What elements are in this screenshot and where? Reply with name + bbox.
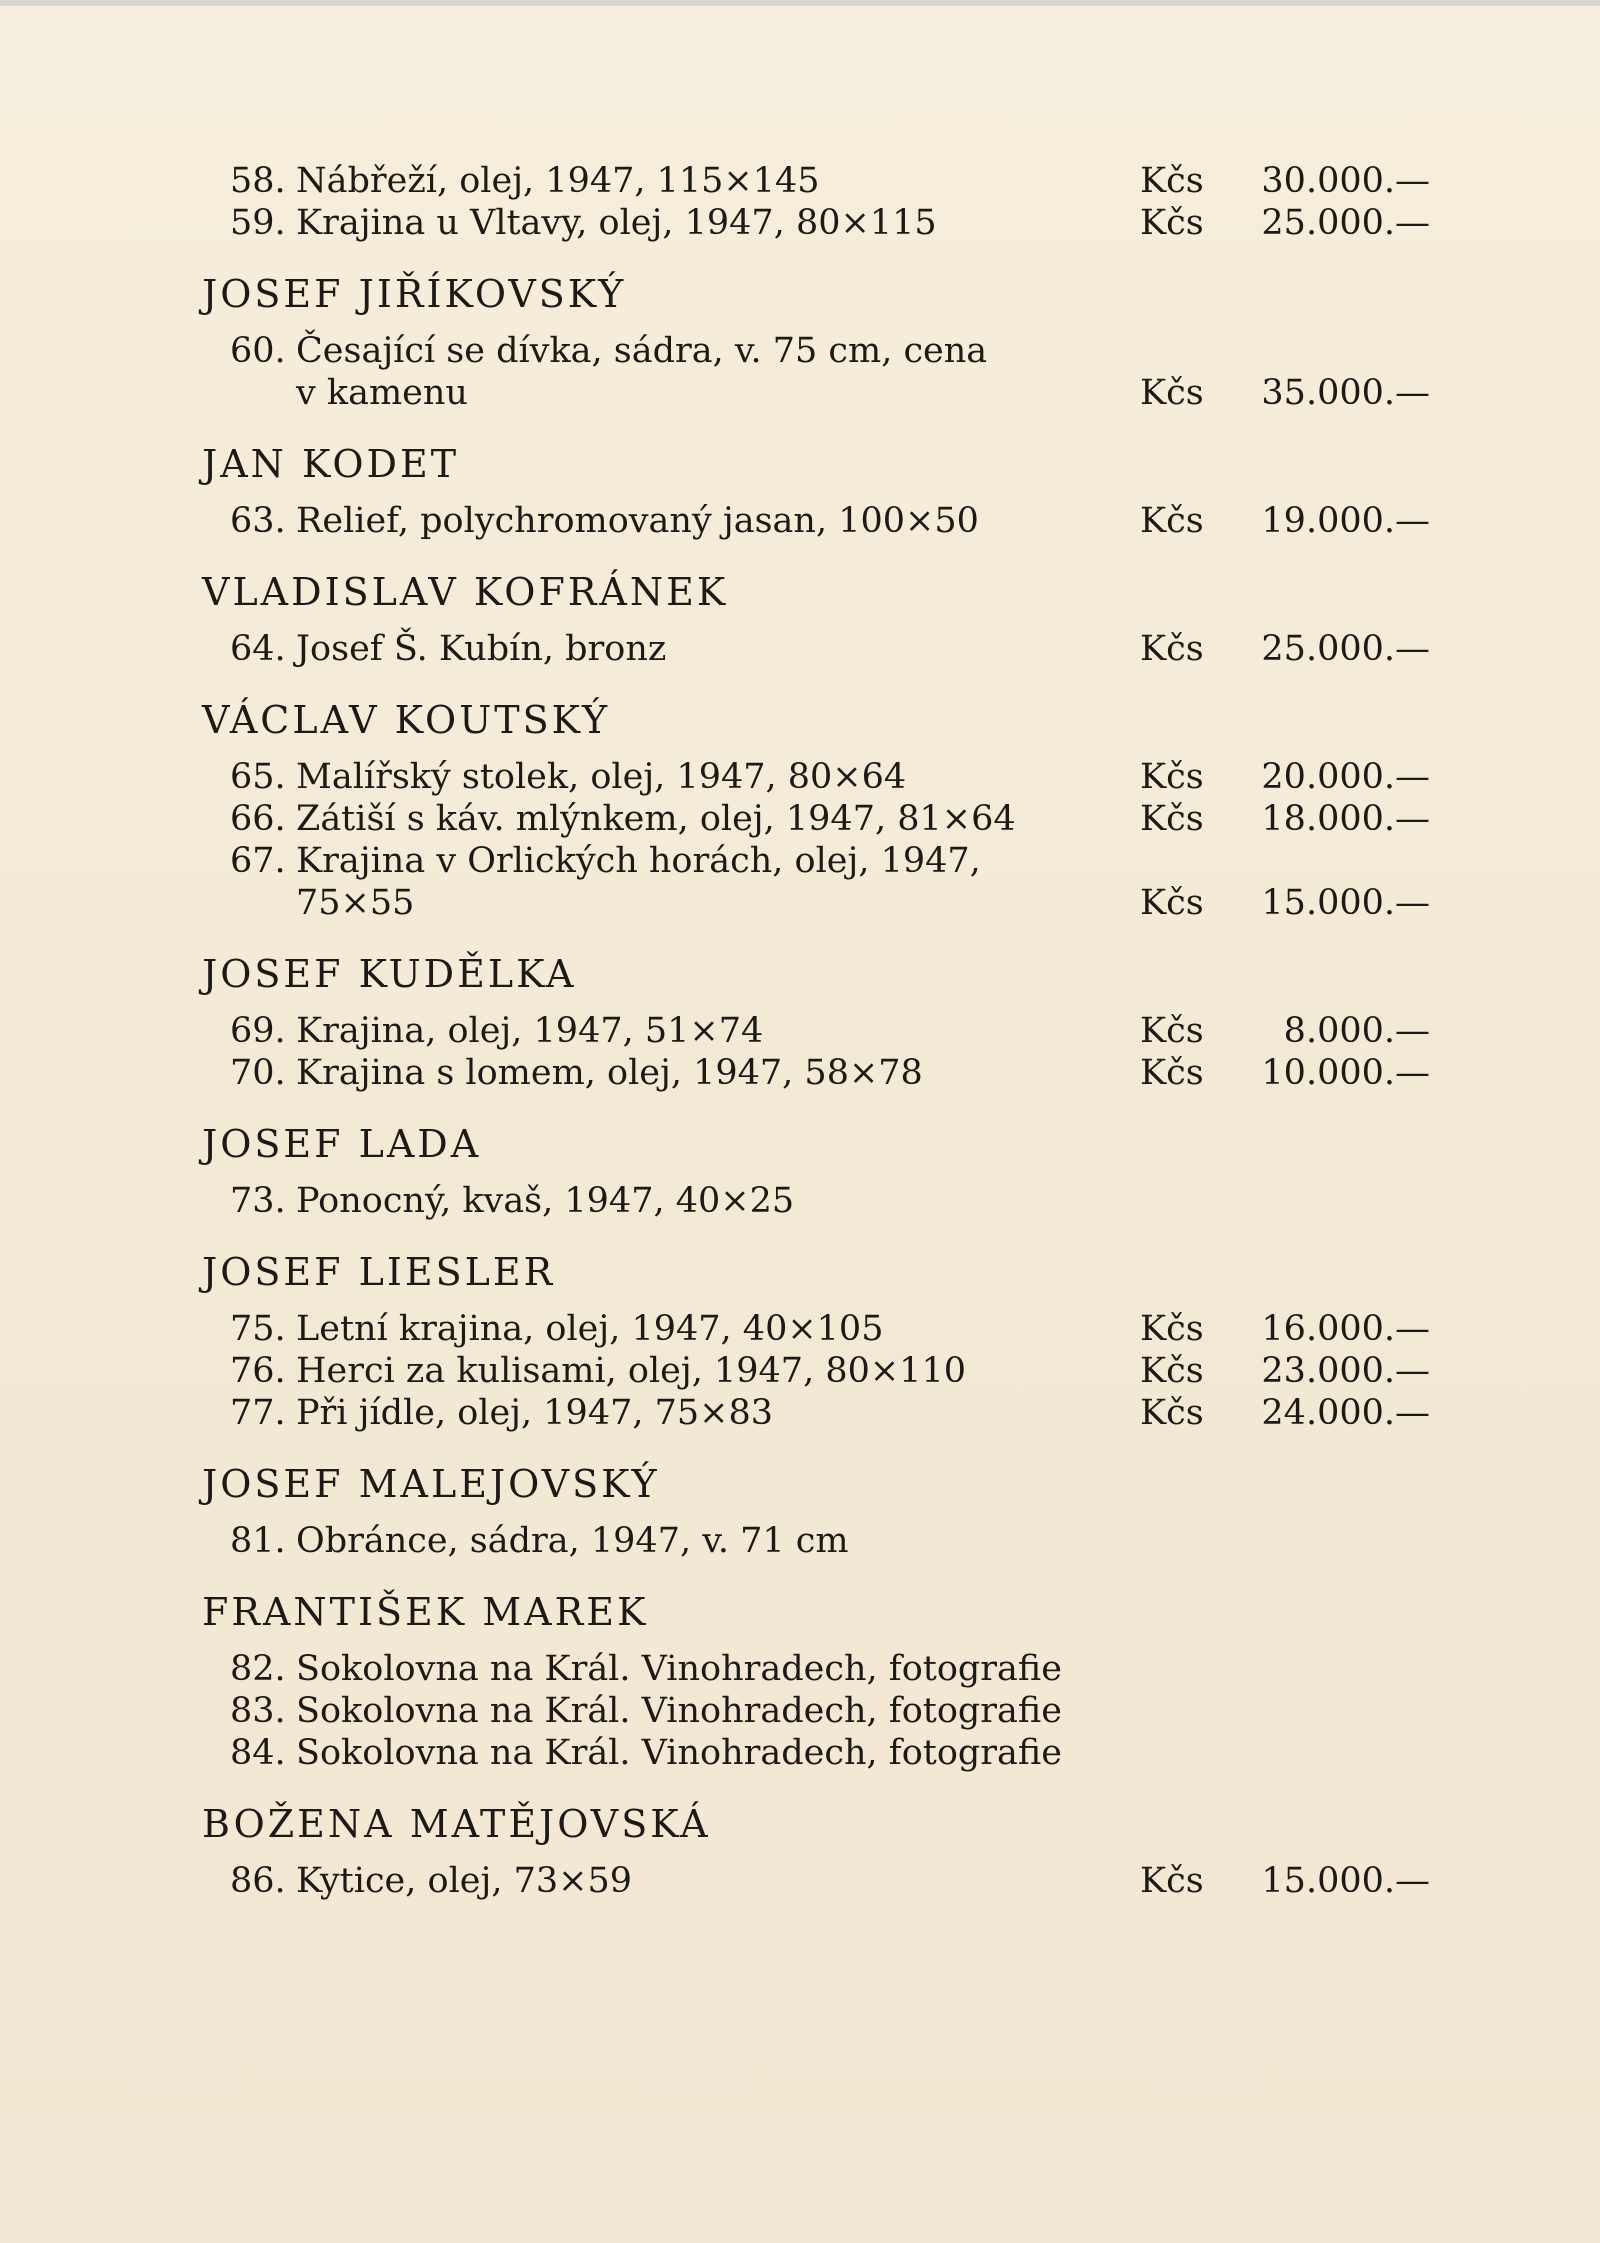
- entry-price: [1140, 160, 1430, 202]
- entry-number: 77.: [230, 1393, 286, 1433]
- artist-name: VÁCLAV KOUTSKÝ: [202, 698, 611, 742]
- price-amount: 23.000.—: [1261, 1351, 1430, 1391]
- price-currency: Kčs: [1140, 1351, 1204, 1391]
- price-amount: 16.000.—: [1261, 1309, 1430, 1349]
- entry-number: 76.: [230, 1351, 286, 1391]
- entry-description: Malířský stolek, olej, 1947, 80×64: [296, 757, 907, 797]
- price-currency: Kčs: [1140, 203, 1204, 243]
- catalog-entry: [190, 1180, 1450, 1222]
- artist-section: [190, 160, 1450, 244]
- entry-description-continued: v kamenu: [296, 373, 468, 413]
- price-amount: 19.000.—: [1261, 501, 1430, 541]
- artist-name: VLADISLAV KOFRÁNEK: [202, 570, 729, 614]
- entry-description: Relief, polychromovaný jasan, 100×50: [296, 501, 979, 541]
- entry-number: 69.: [230, 1011, 286, 1051]
- entry-price: [1140, 882, 1430, 924]
- catalog-entry: [190, 1392, 1450, 1434]
- entry-description: Josef Š. Kubín, bronz: [296, 629, 667, 669]
- catalog-entry: [190, 202, 1450, 244]
- artist-section: [190, 440, 1450, 542]
- entry-description: Nábřeží, olej, 1947, 115×145: [296, 161, 820, 201]
- price-currency: Kčs: [1140, 1011, 1204, 1051]
- artist-section: [190, 950, 1450, 1094]
- entry-description: Zátiší s káv. mlýnkem, olej, 1947, 81×64: [296, 799, 1016, 839]
- entry-description: Sokolovna na Král. Vinohradech, fotografie: [296, 1691, 1062, 1731]
- price-amount: 15.000.—: [1261, 1861, 1430, 1901]
- entry-number: 83.: [230, 1691, 286, 1731]
- entry-description: Krajina u Vltavy, olej, 1947, 80×115: [296, 203, 937, 243]
- entry-description: Při jídle, olej, 1947, 75×83: [296, 1393, 774, 1433]
- price-currency: Kčs: [1140, 1309, 1204, 1349]
- catalog-entry: [190, 1350, 1450, 1392]
- price-amount: 25.000.—: [1261, 203, 1430, 243]
- entry-price: [1140, 1350, 1430, 1392]
- price-amount: 30.000.—: [1261, 161, 1430, 201]
- artist-section: [190, 696, 1450, 924]
- entry-price: [1140, 1308, 1430, 1350]
- artist-name: JOSEF LADA: [202, 1122, 482, 1166]
- price-currency: Kčs: [1140, 373, 1204, 413]
- artist-name: JOSEF LIESLER: [202, 1250, 556, 1294]
- catalog-entry: [190, 1308, 1450, 1350]
- entry-description: Krajina v Orlických horách, olej, 1947,: [296, 841, 981, 881]
- artist-name: JOSEF JIŘÍKOVSKÝ: [202, 272, 627, 316]
- catalog-entry: [190, 160, 1450, 202]
- entry-price: [1140, 756, 1430, 798]
- price-currency: Kčs: [1140, 161, 1204, 201]
- entry-number: 58.: [230, 161, 286, 201]
- artist-name: JOSEF KUDĚLKA: [202, 952, 577, 996]
- entry-price: [1140, 500, 1430, 542]
- price-amount: 15.000.—: [1261, 883, 1430, 923]
- price-currency: Kčs: [1140, 1393, 1204, 1433]
- entry-number: 67.: [230, 841, 286, 881]
- entry-price: [1140, 1010, 1430, 1052]
- entry-price: [1140, 628, 1430, 670]
- price-amount: 24.000.—: [1261, 1393, 1430, 1433]
- catalog-entry: [190, 1690, 1450, 1732]
- catalog-entry: [190, 1052, 1450, 1094]
- entry-number: 82.: [230, 1649, 286, 1689]
- catalog-entry: [190, 1732, 1450, 1774]
- catalog-entry: [190, 330, 1450, 414]
- price-currency: Kčs: [1140, 799, 1204, 839]
- price-currency: Kčs: [1140, 1861, 1204, 1901]
- entry-description: Herci za kulisami, olej, 1947, 80×110: [296, 1351, 966, 1391]
- entry-number: 63.: [230, 501, 286, 541]
- entry-description-continued: 75×55: [296, 883, 415, 923]
- artist-name: JOSEF MALEJOVSKÝ: [202, 1462, 660, 1506]
- price-amount: 18.000.—: [1261, 799, 1430, 839]
- entry-description: Obránce, sádra, 1947, v. 71 cm: [296, 1521, 849, 1561]
- price-amount: 10.000.—: [1261, 1053, 1430, 1093]
- price-currency: Kčs: [1140, 757, 1204, 797]
- entry-number: 75.: [230, 1309, 286, 1349]
- entry-description: Kytice, olej, 73×59: [296, 1861, 632, 1901]
- entry-number: 84.: [230, 1733, 286, 1773]
- scan-edge: [0, 0, 1600, 6]
- artist-section: [190, 1800, 1450, 1902]
- entry-description: Sokolovna na Král. Vinohradech, fotografie: [296, 1733, 1062, 1773]
- entry-description: Ponocný, kvaš, 1947, 40×25: [296, 1181, 795, 1221]
- entry-price: [1140, 1052, 1430, 1094]
- catalog-entry: [190, 798, 1450, 840]
- price-amount: 20.000.—: [1261, 757, 1430, 797]
- catalog-entry: [190, 628, 1450, 670]
- catalog-entry: [190, 1520, 1450, 1562]
- entry-price: [1140, 372, 1430, 414]
- entry-number: 81.: [230, 1521, 286, 1561]
- entry-price: [1140, 202, 1430, 244]
- entry-number: 86.: [230, 1861, 286, 1901]
- entry-number: 70.: [230, 1053, 286, 1093]
- entry-number: 65.: [230, 757, 286, 797]
- entry-price: [1140, 1860, 1430, 1902]
- price-currency: Kčs: [1140, 629, 1204, 669]
- artist-section: [190, 1588, 1450, 1774]
- entry-number: 66.: [230, 799, 286, 839]
- catalog-content: [190, 160, 1450, 1928]
- catalog-entry: [190, 756, 1450, 798]
- catalog-entry: [190, 840, 1450, 924]
- artist-name: JAN KODET: [202, 442, 460, 486]
- price-currency: Kčs: [1140, 1053, 1204, 1093]
- entry-description: Sokolovna na Král. Vinohradech, fotografie: [296, 1649, 1062, 1689]
- price-currency: Kčs: [1140, 501, 1204, 541]
- artist-name: BOŽENA MATĚJOVSKÁ: [202, 1802, 711, 1846]
- price-amount: 35.000.—: [1261, 373, 1430, 413]
- artist-section: [190, 1248, 1450, 1434]
- entry-number: 73.: [230, 1181, 286, 1221]
- catalog-entry: [190, 1648, 1450, 1690]
- catalog-entry: [190, 1860, 1450, 1902]
- entry-number: 60.: [230, 331, 286, 371]
- artist-section: [190, 568, 1450, 670]
- catalog-entry: [190, 500, 1450, 542]
- price-currency: Kčs: [1140, 883, 1204, 923]
- entry-number: 59.: [230, 203, 286, 243]
- artist-section: [190, 1460, 1450, 1562]
- entry-price: [1140, 798, 1430, 840]
- artist-name: FRANTIŠEK MAREK: [202, 1590, 649, 1634]
- entry-description: Letní krajina, olej, 1947, 40×105: [296, 1309, 884, 1349]
- entry-description: Česající se dívka, sádra, v. 75 cm, cena: [296, 331, 988, 371]
- artist-section: [190, 270, 1450, 414]
- catalog-entry: [190, 1010, 1450, 1052]
- entry-price: [1140, 1392, 1430, 1434]
- entry-number: 64.: [230, 629, 286, 669]
- entry-description: Krajina s lomem, olej, 1947, 58×78: [296, 1053, 923, 1093]
- entry-description: Krajina, olej, 1947, 51×74: [296, 1011, 764, 1051]
- artist-section: [190, 1120, 1450, 1222]
- price-amount: 25.000.—: [1261, 629, 1430, 669]
- price-amount: 8.000.—: [1283, 1011, 1430, 1051]
